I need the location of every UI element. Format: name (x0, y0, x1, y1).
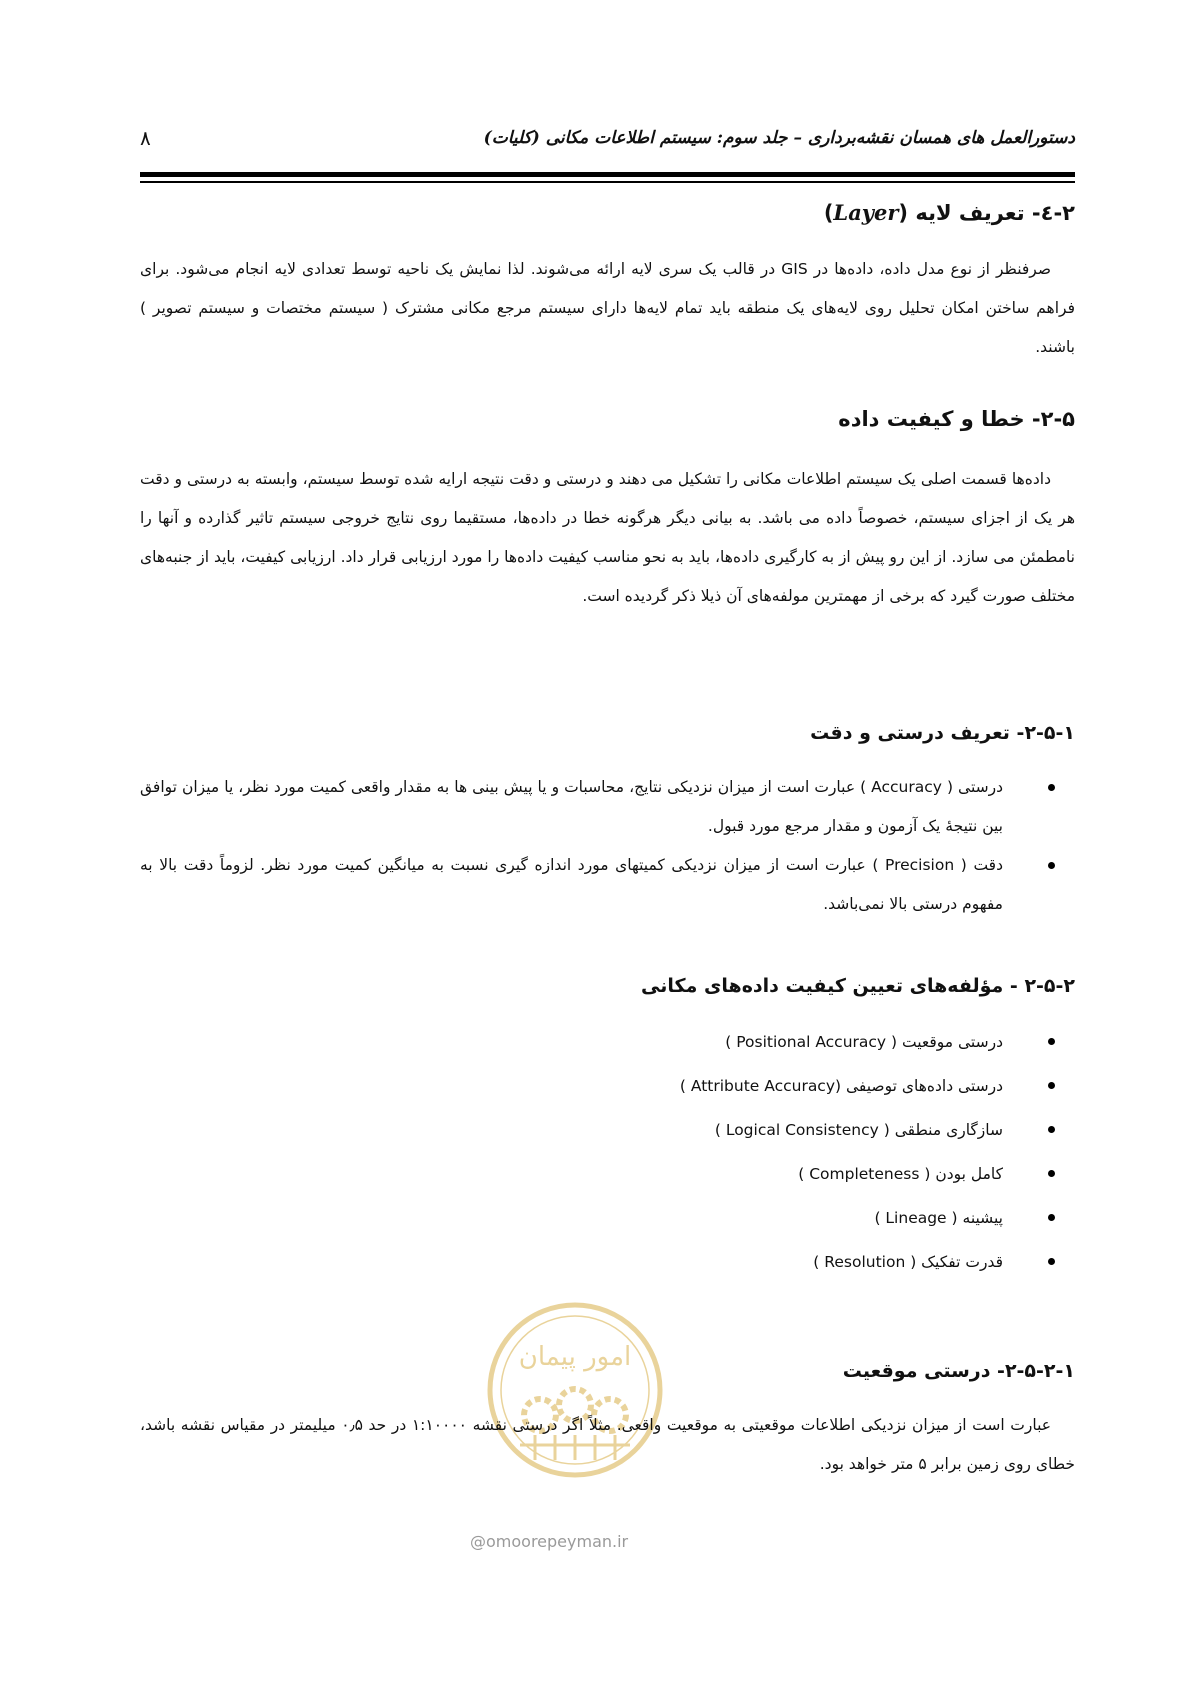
list-item (140, 1020, 1055, 1064)
bullet-text: کامل بودن ( Completeness ) (798, 1165, 1003, 1183)
bullet-dot (1048, 1214, 1055, 1221)
bullet-dot (1048, 1258, 1055, 1265)
bullet-dot (1048, 1082, 1055, 1089)
list-item (140, 1196, 1055, 1240)
list-item (140, 846, 1055, 924)
bullet-text: قدرت تفکیک ( Resolution ) (813, 1253, 1003, 1271)
header-rule-thin (140, 181, 1075, 183)
paragraph-positional-accuracy (140, 1406, 1075, 1484)
heading-data-quality: ۲-۵- خطا و کیفیت داده (838, 407, 1075, 431)
list-item (140, 1240, 1055, 1284)
watermark-url-text: omoorepeyman.ir (486, 1532, 629, 1551)
paragraph-data-quality-text: داده‌ها قسمت اصلی یک سیستم اطلاعات مکانی را تشکیل می دهند و درستی و دقت نتیجه ارایه شده توسط سیستم، وابسته به درستی و دقت هر یک از اجزای سیستم، خصوصاً داده می باشد. به بیانی دیگر هرگونه خطا در داده‌ها، مستقیما روی نتایج خروجی سیستم تاثیر گذارده و آنها را نامطمئن می سازد. از این رو پیش از به کارگیری داده‌ها، باید به نحو مناسب کیفیت داده‌ها را مورد ارزیابی قرار داد. ارزیابی کیفیت، باید از جنبه‌های مختلف صورت گیرد که برخی از مهمترین مولفه‌های آن ذیلا ذکر گردیده است. (140, 470, 1075, 605)
bullet-text: درستی موقعیت ( Positional Accuracy ) (725, 1033, 1003, 1051)
bullet-text: دقت ( Precision ) عبارت است از میزان نزدیکی کمیتهای مورد اندازه گیری نسبت به میانگین کمیت مورد نظر. لزوماً دقت بالا به مفهوم درستی بالا نمی‌باشد. (140, 856, 1003, 913)
bullet-dot (1048, 1038, 1055, 1045)
heading-accuracy-precision: ۲-۵-۱- تعریف درستی و دقت (810, 722, 1075, 744)
running-title: دستورالعمل های همسان نقشه‌برداری – جلد سوم: سیستم اطلاعات مکانی (کلیات) (483, 128, 1075, 148)
accuracy-bullet-list (140, 768, 1055, 924)
list-item (140, 768, 1055, 846)
header-rule-thick (140, 172, 1075, 177)
paragraph-layer-text: صرفنظر از نوع مدل داده، داده‌ها در GIS در قالب یک سری لایه ارائه می‌شوند. لذا نمایش یک ناحیه توسط تعدادی لایه انجام می‌شود. برای فراهم ساختن امکان تحلیل روی لایه‌های یک منطقه باید تمام لایه‌ها دارای سیستم مرجع مکانی مشترک ( سیستم مختصات و سیستم تصویر ) باشند. (140, 260, 1075, 356)
heading-layer-definition (824, 200, 1075, 225)
bullet-text: درستی داده‌های توصیفی (Attribute Accuracy ) (679, 1077, 1003, 1095)
paragraph-positional-text: عبارت است از میزان نزدیکی اطلاعات موقعیتی به موقعیت واقعی. مثلاً اگر درستی نقشه ۱:۱۰۰۰۰ در حد ۰٫۵ میلیمتر در مقیاس نقشه باشد، خطای روی زمین برابر ۵ متر خواهد بود. (140, 1416, 1075, 1473)
heading-layer-text: ۲-٤- تعریف لایه ( (898, 201, 1075, 225)
page-number: ۸ (140, 126, 151, 150)
list-item (140, 1152, 1055, 1196)
paragraph-data-quality (140, 460, 1075, 616)
heading-positional-accuracy: ۲-۵-۲-۱- درستی موقعیت (842, 1360, 1075, 1382)
bullet-text: سازگاری منطقی ( Logical Consistency ) (714, 1121, 1003, 1139)
heading-layer-latin: Layer (833, 200, 899, 225)
watermark-logo-text: امور پیمان (518, 1342, 632, 1372)
bullet-text: پیشینه ( Lineage ) (874, 1209, 1003, 1227)
bullet-dot (1048, 784, 1055, 791)
paragraph-layer (140, 250, 1075, 367)
list-item (140, 1064, 1055, 1108)
at-icon: @ (470, 1532, 486, 1551)
page-header (140, 126, 1075, 156)
bullet-dot (1048, 1126, 1055, 1133)
heading-layer-close: ) (823, 201, 834, 225)
bullet-dot (1048, 1170, 1055, 1177)
heading-quality-components: ۲-۵-۲ - مؤلفه‌های تعیین کیفیت داده‌های مکانی (641, 975, 1075, 997)
watermark-url (470, 1532, 628, 1551)
bullet-text: درستی ( Accuracy ) عبارت است از میزان نزدیکی نتایج، محاسبات و یا پیش بینی ها به مقدار واقعی کمیت مورد نظر، یا میزان توافق بین نتیجهٔ یک آزمون و مقدار مرجع مورد قبول. (140, 778, 1003, 835)
components-bullet-list (140, 1020, 1055, 1284)
list-item (140, 1108, 1055, 1152)
bullet-dot (1048, 862, 1055, 869)
